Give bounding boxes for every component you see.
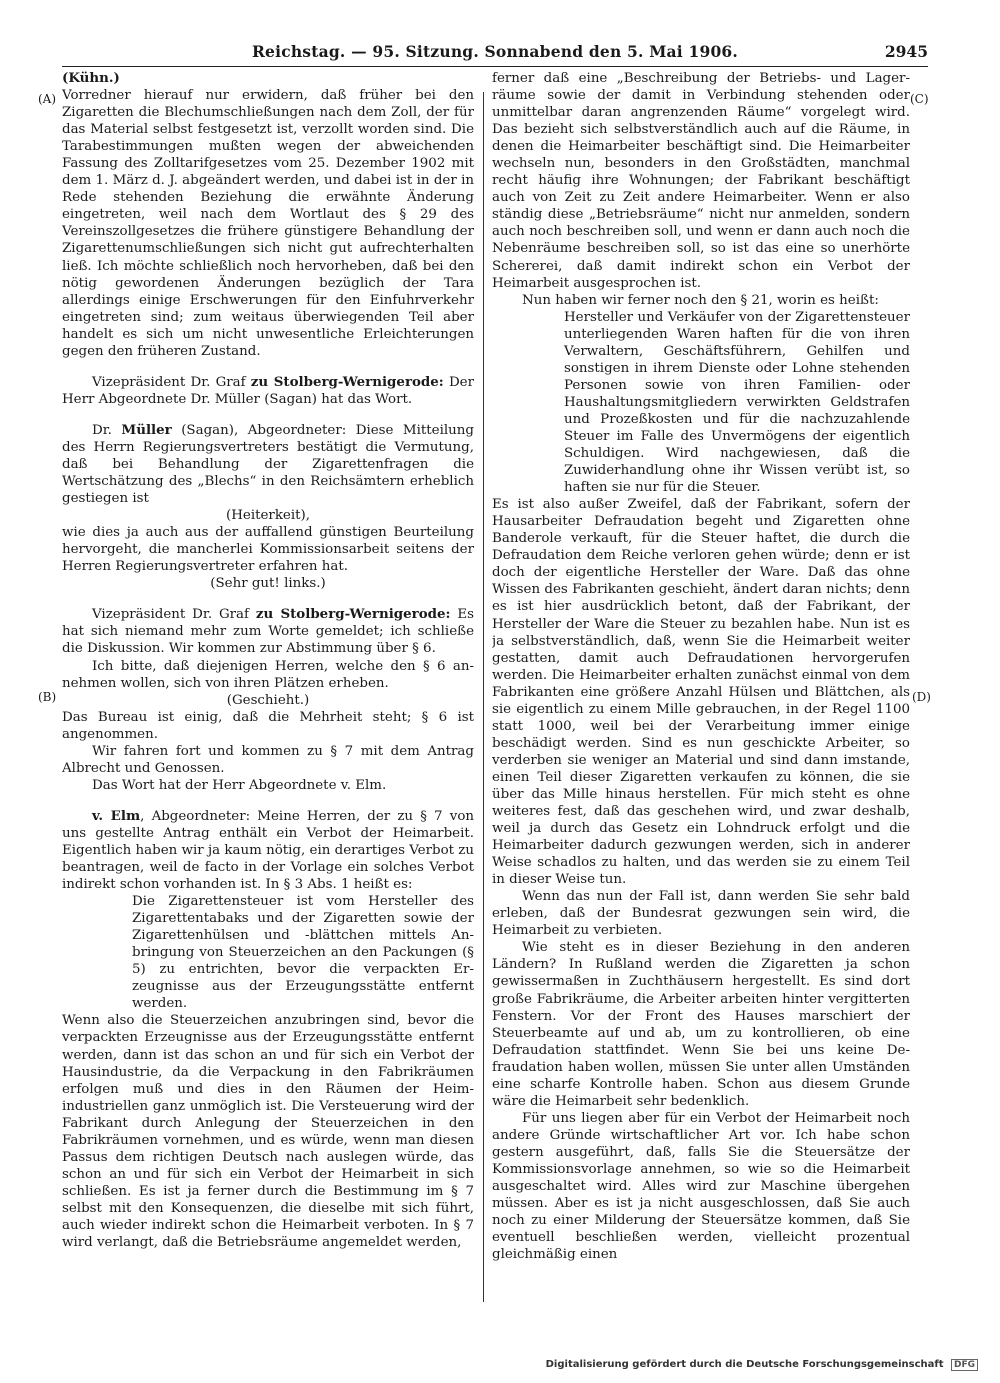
footer-credit (546, 1359, 978, 1371)
speaker-title: Vizepräsident Dr. Graf (92, 374, 251, 390)
speaker-paragraph (62, 606, 474, 657)
paragraph: Wenn das nun der Fall ist, dann werden Sie sehr bald erleben, daß der Bundesrat gezwungen sein wird, die Heimarbeit zu verbieten. (492, 889, 910, 939)
running-title: Reichstag. — 95. Sitzung. Sonnabend den 5. Mai 1906. (251, 42, 739, 61)
speech-text: Der Herr Abgeordnete Dr. Müller (Sagan) hat das Wort. (62, 374, 474, 407)
margin-marker-b: (B) (38, 690, 57, 704)
left-column (62, 70, 474, 1298)
margin-marker-a: (A) (38, 92, 57, 106)
speech-text: , Abgeordneter: Meine Herren, der zu § 7 von uns gestellte Antrag enthält ein Verbot der Heimarbeit. Eigentlich haben wir ja kaum nötig, ein derartiges Verbot zu beantragen, weil de facto in der Vorlage ein solches Verbot indirekt schon vorhanden ist. In § 3 Abs. 1 heißt es: (62, 808, 474, 893)
paragraph: ferner daß eine „Beschreibung der Betriebs- und Lagerräume sowie der damit in Verbindung stehenden oder unmittelbar daran angrenzenden Räume“ vorgelegt wird. Das bezieht sich selbstverständlich auch auf die Räume, in denen die Heimarbeiter beschäftigt sind. Die Heimarbeiter wechseln nun, besonders in den Großstädten, manchmal recht häufig ihre Wohnungen; der Fabrikant beschäftigt auch von Zeit zu Zeit andere Heimarbeiter. Wenn er also ständig diese „Betriebsräume“ nicht nur anmelden, sondern auch noch beschreiben soll, und wenn er dann auch noch die Nebenräume beschreiben soll, so ist das eine so unerhörte Schererei, daß damit indirekt schon ein Verbot der Heimarbeit ausgesprochen ist. (492, 71, 910, 291)
interjection: (Geschieht.) (226, 692, 310, 708)
speaker-paragraph (62, 374, 474, 408)
running-header (62, 40, 928, 67)
paragraph: Das Wort hat der Herr Abgeordnete v. Elm. (92, 777, 387, 793)
paragraph: Das Bureau ist einig, daß die Mehrheit steht; § 6 ist angenommen. (62, 709, 474, 742)
margin-marker-c: (C) (910, 92, 929, 106)
speaker-name: Müller (121, 421, 172, 438)
speaker-name: v. Elm (92, 807, 141, 824)
margin-marker-d: (D) (912, 690, 931, 704)
paragraph: Wie steht es in dieser Beziehung in den anderen Ländern? In Rußland werden die Zigaretten ja schon gewissermaßen in Zuchthäusern hergestellt. Es sind dort große Fabrikräume, die Arbeiter arbeiten hinter vergitterten Fenstern. Vor der Front des Hauses marschiert der Steuerbeamte auf und ab, um zu kontrollieren, ob eine Defraudation stattfindet. Wenn Sie bei uns keine Defraudation haben wollen, müssen Sie unter allen Umständen eine scharfe Kontrolle haben. Schon aus diesem Grunde wäre die Heimarbeit sehr bedenklich. (492, 940, 910, 1109)
column-divider (483, 92, 484, 1302)
right-column (492, 70, 910, 1298)
paragraph: Es ist also außer Zweifel, daß der Fabrikant, sofern der Hausarbeiter Defraudation begeht und Zigaretten ohne Banderole verkauft, für die Steuer haftet, die durch die Defraudation dem Reiche verloren gehen würde; denn er ist doch der eigentliche Hersteller der Ware. Daß das ohne Wissen des Fabrikanten geschieht, ändert daran nichts; denn es ist hier ausdrücklich betont, daß der Fabrikant, der Hersteller der Ware die Steuer zu bezahlen habe. Nun ist es ja selbstverständlich, daß, wenn Sie die Heimarbeit weiter gestatten, damit auch Defraudationen hervorgerufen werden. Die Heimarbeiter erhalten zunächst einmal von dem Fabrikanten eine größere Anzahl Hülsen und Blättchen, als sie eigentlich zu einem Mille gebrauchen, in der Regel 1100 statt 1000, weil bei der Verarbeitung immer einige beschädigt werden. Sind es nun geschickte Arbeiter, so verderben sie weniger an Material und sind dann imstande, einen Teil dieser Zigaretten verkaufen zu können, die sie über das Mille hinaus herstellen. Für mich steht es ohne weiteres fest, daß das geschehen wird, und zwar deshalb, weil ja durch das Gesetz ein Lohndruck erfolgt und die Heimarbeiter dadurch gezwungen werden, sich in anderer Weise schadlos zu halten, und das werden sie zu einem Teil in dieser Weise tun. (492, 497, 910, 888)
paragraph: wie dies ja auch aus der auffallend günstigen Beurteilung hervorgeht, die mancherlei Kommissionsarbeit seitens der Herren Regierungsvertreter erfahren hat. (62, 525, 474, 575)
page-number: 2945 (884, 42, 928, 61)
speaker-name: zu Stolberg-Wernigerode: (255, 606, 451, 623)
law-quote: Hersteller und Verkäufer von der Zigarettensteuer unterliegenden Waren haften für die von ihren Verwaltern, Geschäftsführern, Gehilfen und sonstigen in ihrem Dienste oder Lohne stehenden Personen sowie von ihren Familien- oder Haushaltungsmitgliedern verwirkten Geldstrafen und Prozeßkosten und für die nachzuzahlende Steuer im Falle des Unvermögens der eigentlich Schuldigen. Wird nachgewiesen, daß die Zuwiderhandlung ohne ihr Wissen verübt ist, so haften sie nur für die Steuer. (564, 309, 910, 496)
speaker-title: Dr. (92, 422, 122, 438)
paragraph: Vorredner hierauf nur erwidern, daß früher bei den Zigaretten die Blechumschließungen nach dem Zoll, der für das Material selbst festgesetzt ist, verzollt worden sind. Die Tarabestimmungen mußten wegen der abweichenden Fassung des Zolltarifgesetzes vom 25. Dezember 1902 mit dem 1. März d. J. abgeändert werden, und dabei ist in der in Rede stehenden Beziehung die erwähnte Änderung eingetreten, weil nach dem Wortlaut des § 29 des Vereinszollgesetzes die frühere günstigere Behandlung der Zigarettenumschließungen sich nicht gut aufrechterhalten ließ. Ich möchte schließlich noch hervorheben, daß bei den nötig gewordenen Änderungen bezüglich der Tara allerdings einige Erschwerungen für den Einfuhrverkehr eingetreten sind; zum weitaus überwiegenden Teil aber handelt es sich um nicht unwesentliche Erleichterungen gegen den früheren Zustand. (62, 88, 474, 359)
speaker-name: zu Stolberg-Wernigerode: (250, 373, 444, 390)
paragraph: Ich bitte, daß diejenigen Herren, welche den § 6 annehmen wollen, sich von ihren Plätzen erheben. (62, 658, 474, 691)
speaker-paragraph (62, 808, 474, 893)
interjection: (Heiterkeit), (226, 508, 310, 524)
interjection: (Sehr gut! links.) (210, 576, 326, 592)
dfg-logo: DFG (951, 1359, 978, 1371)
paragraph: Nun haben wir ferner noch den § 21, worin es heißt: (522, 292, 879, 308)
speech-text: Es hat sich niemand mehr zum Worte gemeldet; ich schließe die Diskussion. Wir kommen zur Abstimmung über § 6. (62, 607, 474, 657)
paragraph: Wir fahren fort und kommen zu § 7 mit dem Antrag Albrecht und Genossen. (62, 743, 474, 776)
speaker-continuation: (Kühn.) (62, 70, 120, 86)
paragraph: Wenn also die Steuerzeichen anzubringen sind, bevor die verpackten Erzeugnisse aus der Erzeugungsstätte entfernt werden, dann ist das schon an und für sich ein Verbot der Hausindustrie, da die Verpackung in den Fabrikräumen erfolgen muß und dies in den Räumen der Heimindustriellen ganz unmöglich ist. Die Versteuerung wird der Fabrikant durch Anlegung der Steuerzeichen in den Fabrikräumen vornehmen, und es würde, wenn man diesen Passus dem richtigen Deutsch nach auslegen würde, das schon an und für sich ein Verbot der Heimarbeit in sich schließen. Es ist ja ferner durch die Bestimmung im § 7 selbst mit den Konsequenzen, die dieselbe mit sich führt, auch wieder indirekt schon die Heimarbeit verboten. In § 7 wird verlangt, daß die Betriebsräume angemeldet werden, (62, 1013, 474, 1251)
footer-text: Digitalisierung gefördert durch die Deutsche Forschungsgemeinschaft (545, 1359, 944, 1370)
law-quote: Die Zigarettensteuer ist vom Hersteller des Zigarettentabaks und der Zigaretten sowie der Zigarettenhülsen und -blättchen mittels Anbringung von Steuerzeichen an den Packungen (§ 5) zu entrichten, bevor die verpackten Erzeugnisse aus der Erzeugungsstätte entfernt werden. (132, 894, 474, 1012)
speaker-paragraph (62, 422, 474, 507)
speaker-title: Vizepräsident Dr. Graf (92, 607, 256, 623)
speech-text: (Sagan), Abgeordneter: Diese Mitteilung des Herrn Regierungsvertreters bestätigt die Vermutung, daß bei Behandlung der Zigarettenfragen die Wertschätzung des „Blechs“ in den Reichsämtern erheblich gestiegen ist (62, 422, 474, 507)
paragraph: Für uns liegen aber für ein Verbot der Heimarbeit noch andere Gründe wirtschaftlicher Art vor. Ich habe schon gestern ausgeführt, daß, falls Sie die Steuersätze der Kommissionsvorlage annehmen, so wie so die Heimarbeit ausgeschaltet wird. Alles wird zur Maschine übergehen müssen. Aber es ist ja nicht ausgeschlossen, daß Sie auch noch zu einer Milderung der Steuersätze kommen, daß Sie eventuell beschließen werden, vielleicht prozentual gleichmäßig einen (492, 1110, 910, 1263)
